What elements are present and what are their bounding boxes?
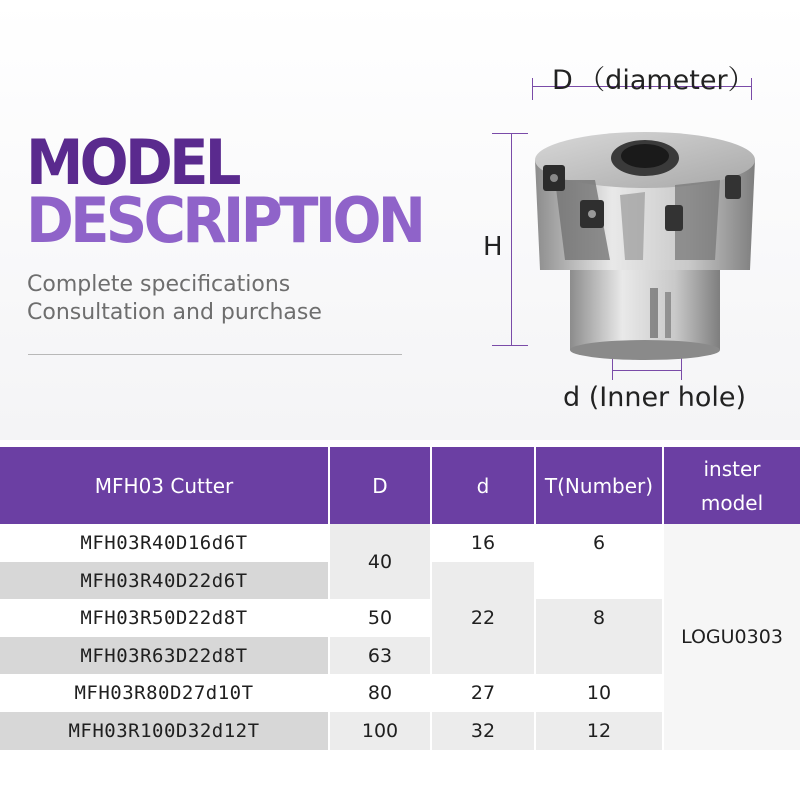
cell-T: 12	[536, 712, 662, 750]
header-d: d	[432, 447, 534, 524]
header-cutter: MFH03 Cutter	[0, 447, 328, 524]
table-row-cutter: MFH03R40D16d6T	[0, 524, 328, 561]
cell-d: 16	[432, 524, 534, 562]
milling-cutter-image	[525, 120, 765, 360]
cell-d: 27	[432, 674, 534, 712]
dimension-line-H	[511, 133, 512, 345]
table-row-cutter: MFH03R100D32d12T	[0, 712, 328, 750]
divider	[28, 354, 402, 355]
cell-d: 22	[432, 562, 534, 674]
table-row-cutter: MFH03R80D27d10T	[0, 674, 328, 711]
cell-insert-model: LOGU0303	[664, 524, 800, 750]
table-row-cutter: MFH03R50D22d8T	[0, 599, 328, 636]
cell-D: 50	[330, 599, 430, 637]
header-insert-model-line1: inster	[703, 456, 761, 481]
cell-D: 100	[330, 712, 430, 750]
inner-hole-label: d (Inner hole)	[563, 382, 747, 413]
cell-T: 6	[536, 524, 662, 599]
dimension-line-d	[612, 370, 682, 371]
header-insert-model-line2: model	[700, 490, 764, 515]
dimension-tick-H-top	[492, 133, 528, 134]
table-row-cutter: MFH03R63D22d8T	[0, 637, 328, 674]
cell-d: 32	[432, 712, 534, 750]
dimension-tick-H-bottom	[492, 345, 528, 346]
cell-D: 80	[330, 674, 430, 712]
diameter-label: D （diameter）	[552, 65, 755, 96]
dimension-tick-D-left	[532, 78, 533, 100]
cell-D: 63	[330, 637, 430, 674]
table-row-cutter: MFH03R40D22d6T	[0, 562, 328, 599]
title-line-1: MODEL	[26, 126, 238, 199]
dimension-tick-d-right	[681, 358, 682, 380]
specification-table	[0, 447, 800, 750]
dimension-tick-d-left	[612, 358, 613, 380]
subtitle-line-1: Complete specifications	[27, 272, 291, 297]
subtitle-line-2: Consultation and purchase	[27, 300, 322, 325]
cell-T: 8	[536, 599, 662, 674]
header-insert-model	[664, 447, 800, 524]
cell-T: 10	[536, 674, 662, 712]
header-D: D	[330, 447, 430, 524]
height-label: H	[483, 232, 503, 262]
header-T: T(Number)	[536, 447, 662, 524]
cell-D: 40	[330, 524, 430, 599]
title-line-2: DESCRIPTION	[26, 184, 423, 257]
